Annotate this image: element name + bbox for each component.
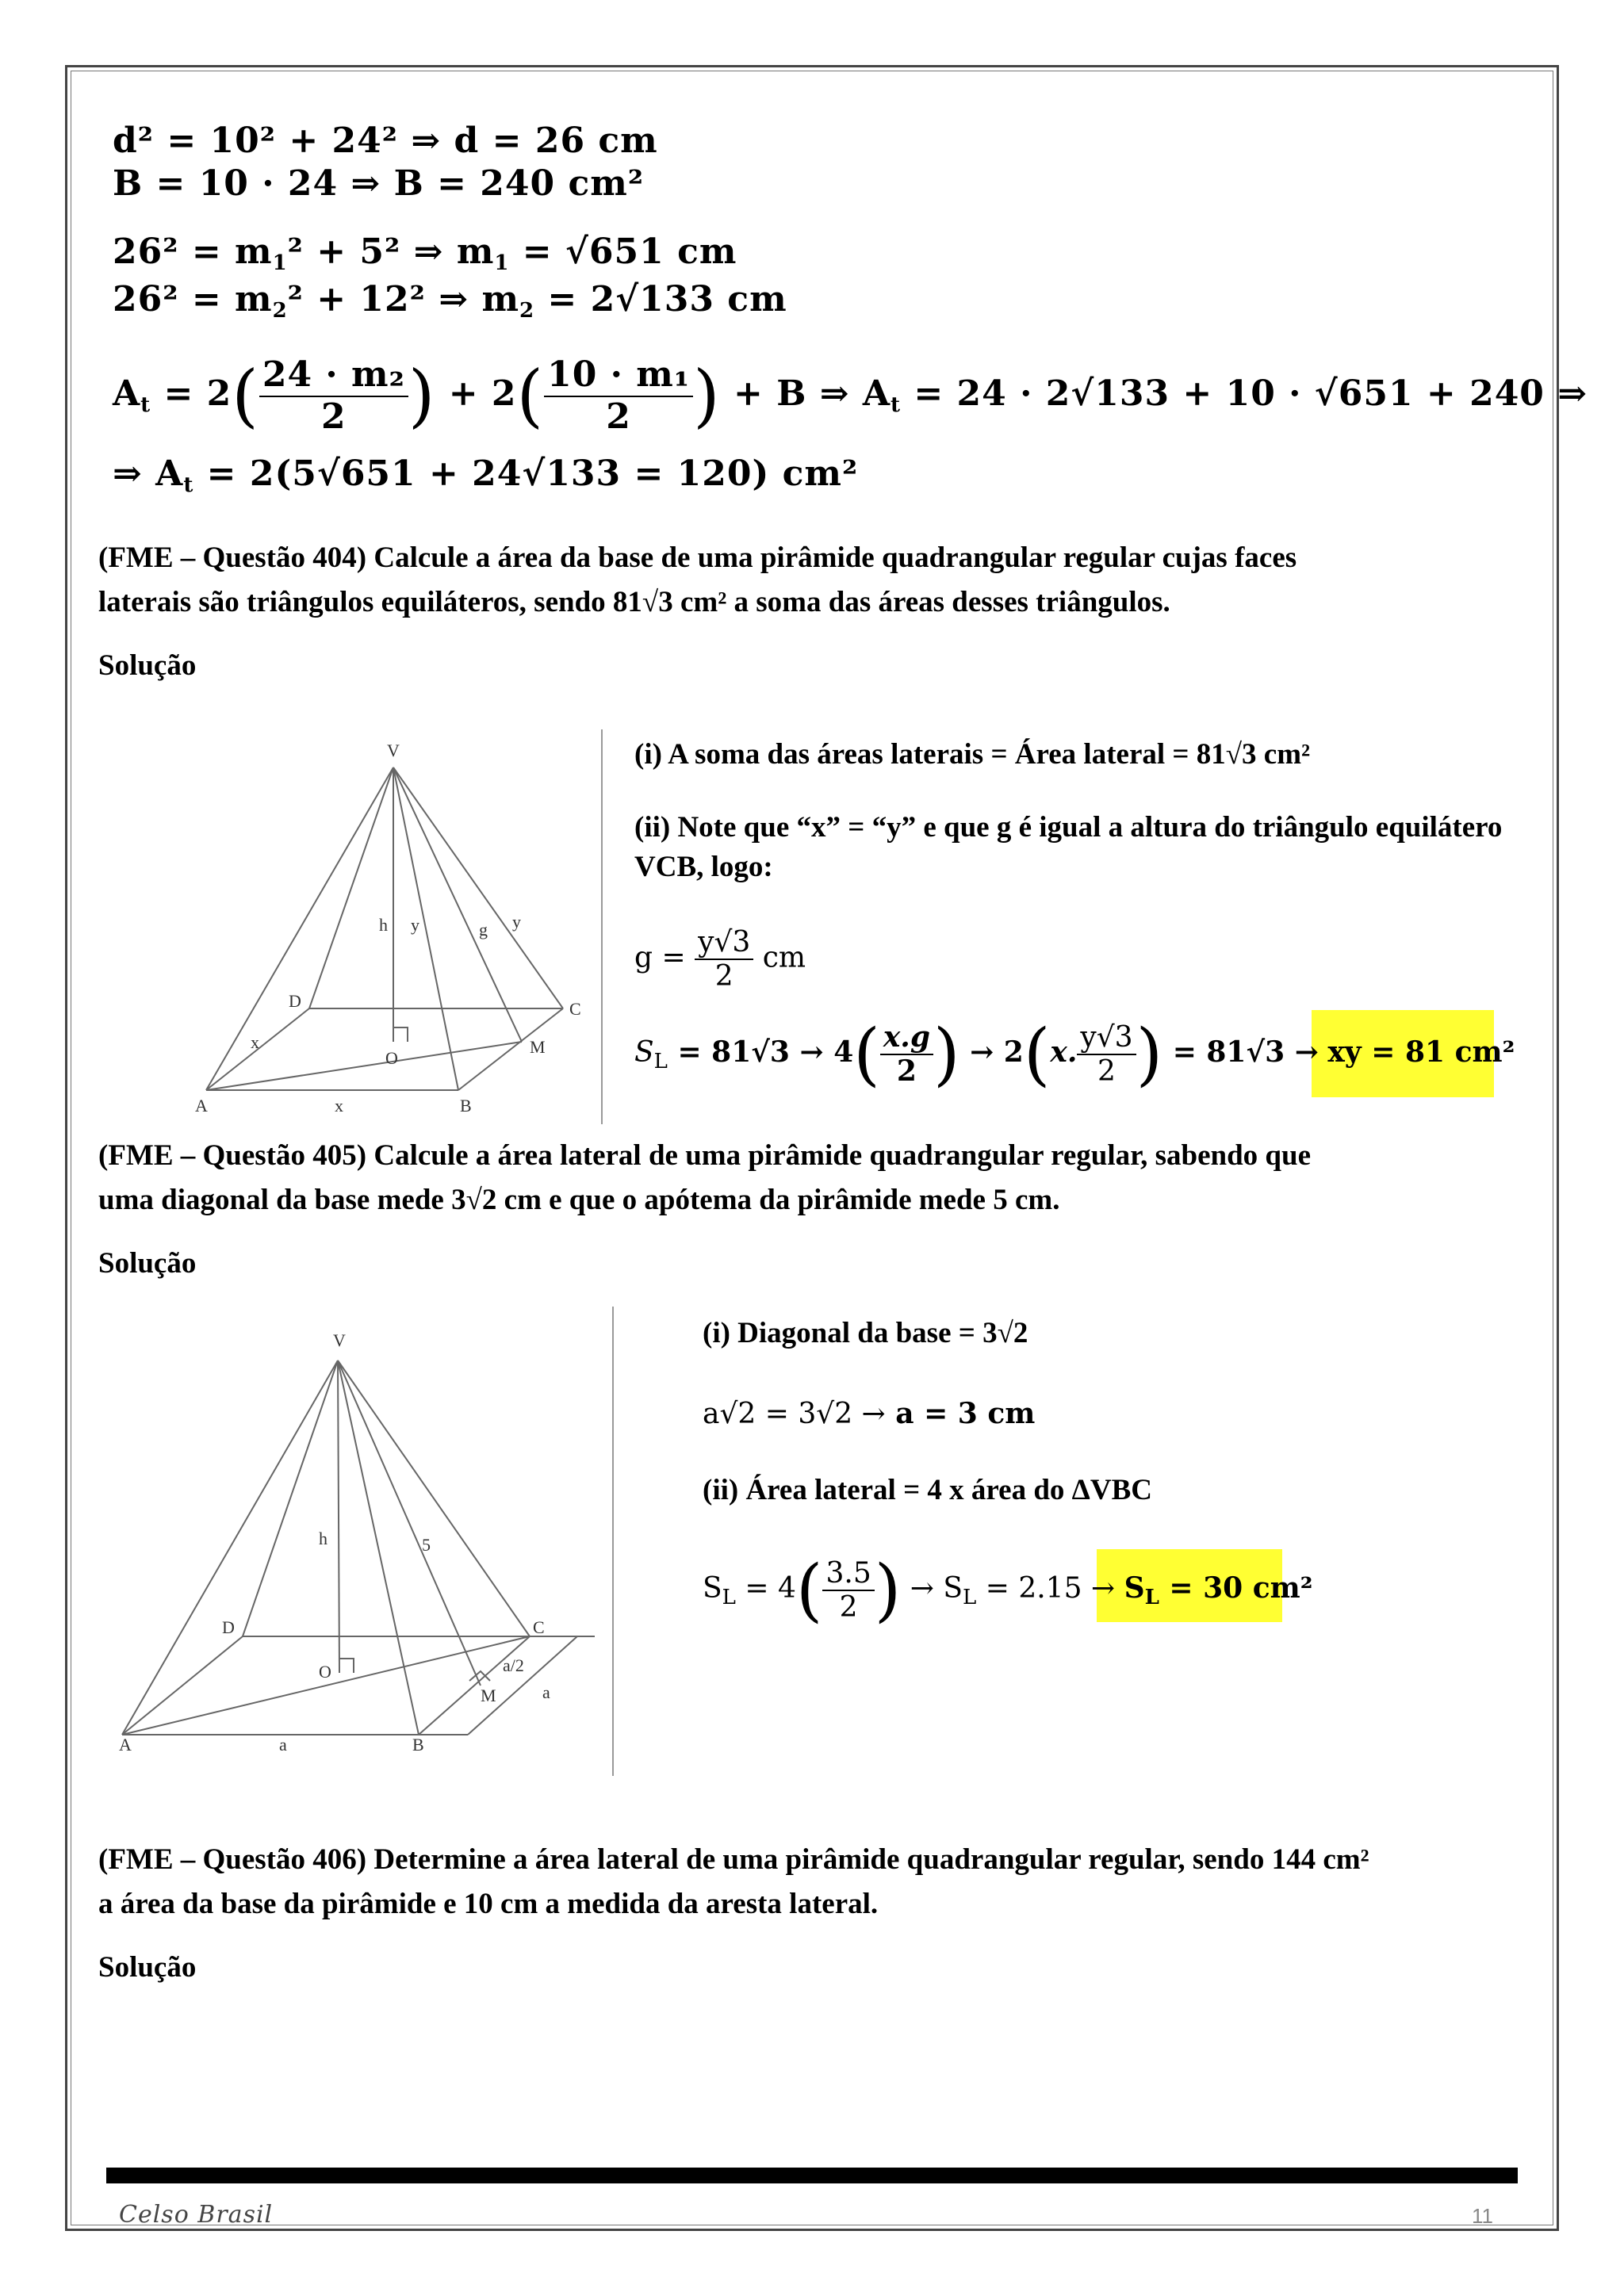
label-vertex-c: C — [533, 1617, 545, 1637]
label-vertex-b: B — [412, 1735, 424, 1751]
equation-sl-404: $S_L = 81√3 \to 4$( $\frac{x.g}{2}$ ) → 2(x. $\frac{y√3}{2}$ ) = 81√3 → xy = 81 cm² — [634, 1015, 1515, 1094]
label-midpoint-m: M — [530, 1037, 546, 1057]
label-side-x2: x — [335, 1096, 343, 1115]
equation-line-1: d² = 10² + 24² ⇒ d = 26 cm — [113, 121, 658, 161]
equation-g: g = $\frac{y√3}{2}$ cm — [634, 926, 806, 993]
question-405: (FME – Questão 405) Calcule a área lateral de uma pirâmide quadrangular regular, sabendo que uma diagonal da base mede 3√2 cm e que o apótema da pirâmide mede 5 cm. — [98, 1139, 1312, 1216]
label-vertex-c: C — [569, 999, 581, 1019]
label-side-a2: a — [542, 1682, 550, 1702]
equation-line-2: B = 10 · 24 ⇒ B = 240 cm² — [113, 163, 645, 204]
pyramid-figure-404 — [190, 737, 603, 1118]
label-edge-y2: y — [512, 912, 521, 932]
question-404: (FME – Questão 404) Calcule a área da base de uma pirâmide quadrangular regular cujas faces laterais são triângulos equiláteros, sendo 81√3 cm² a soma das áreas desses triângulos. — [98, 541, 1297, 618]
solution-label-406: Solução — [98, 1951, 197, 1984]
step-404-i: (i) A soma das áreas laterais = Área lateral = 81√3 cm² — [634, 738, 1311, 771]
label-side-x1: x — [251, 1032, 259, 1052]
step-404-ii-line1: (ii) Note que “x” = “y” e que g é igual a altura do triângulo equilátero — [634, 811, 1503, 844]
equation-line-4: $26^2 = m_2^2 + 12^2$ ⇒ $m_2 = 2√133$ cm — [113, 279, 787, 323]
label-vertex-v: V — [387, 740, 400, 760]
step-404-ii-line2: VCB, logo: — [634, 851, 773, 883]
equation-line-3: $26^2 = m_1^2 + 5^2$ ⇒ $m_1 = √651$ cm — [113, 232, 737, 275]
figure-divider-405 — [612, 1307, 614, 1776]
step-405-i: (i) Diagonal da base = 3√2 — [703, 1317, 1028, 1349]
equation-line-6: ⇒ $A_t = 2(5√651 + 24√133 = 120)$ cm² — [113, 453, 859, 497]
label-half-side: a/2 — [503, 1655, 524, 1675]
step-405-ii: (ii) Área lateral = 4 x área do ΔVBC — [703, 1474, 1152, 1506]
footer-rule — [106, 2168, 1518, 2183]
label-edge-y: y — [411, 915, 419, 935]
equation-diagonal: a√2 = 3√2 → a = 3 cm — [703, 1397, 1036, 1430]
label-vertex-d: D — [289, 991, 301, 1011]
label-vertex-b: B — [460, 1096, 472, 1115]
label-height-h: h — [379, 915, 388, 935]
result-404: xy = 81 cm² — [1327, 1035, 1515, 1069]
solution-label-405: Solução — [98, 1247, 197, 1280]
page-number: 11 — [1472, 2204, 1493, 2228]
label-apothem-5: 5 — [422, 1535, 431, 1555]
label-side-a1: a — [279, 1735, 287, 1751]
figure-divider-404 — [601, 729, 603, 1124]
equation-line-5: $A_t = 2$( $\frac{\text{24 · m₂}}{2}$ ) + 2( $\frac{\text{10 · m₁}}{2}$ ) + B ⇒ $A_t = 24 \cdot 2√133 + 10 \cdot √651 + 240$ ⇒ — [113, 354, 1588, 437]
result-405: $S_L = 30$ cm² — [1124, 1571, 1313, 1609]
pyramid-figure-405 — [111, 1322, 619, 1751]
footer-author: Celso Brasil — [119, 2201, 274, 2229]
label-height-h: h — [319, 1529, 327, 1548]
label-vertex-d: D — [222, 1617, 235, 1637]
label-vertex-a: A — [119, 1735, 132, 1751]
label-vertex-v: V — [333, 1330, 346, 1350]
label-midpoint-m: M — [481, 1686, 496, 1705]
question-406: (FME – Questão 406) Determine a área lateral de uma pirâmide quadrangular regular, sendo 144 cm² a área da base da pirâmide e 10 cm a medida da aresta lateral. — [98, 1843, 1369, 1920]
label-vertex-a: A — [195, 1096, 208, 1115]
label-apothem-g: g — [479, 920, 488, 939]
equation-sl-405: $S_L = 4$( $\frac{3.5}{2}$ ) → $S_L = 2.15 \to S_L = 30$ cm² — [703, 1551, 1313, 1630]
label-center-o: O — [385, 1048, 398, 1068]
label-center-o: O — [319, 1662, 331, 1682]
solution-label-404: Solução — [98, 649, 197, 682]
